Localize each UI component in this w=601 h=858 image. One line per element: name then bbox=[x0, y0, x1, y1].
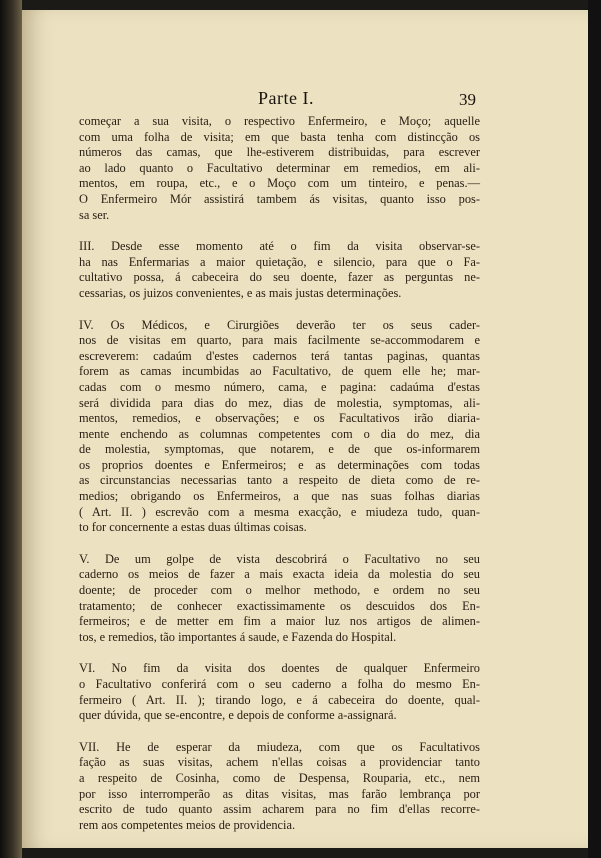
text-line: IV. Os Médicos, e Cirurgiões deverão ter os seus cader- bbox=[79, 317, 480, 332]
text-line: as circunstancias necessarias tanto a respeito de dieta como de re- bbox=[79, 473, 480, 488]
scan-border bbox=[588, 0, 601, 858]
page-number: 39 bbox=[459, 90, 476, 109]
paragraph bbox=[79, 318, 480, 536]
text-line: começar a sua visita, o respectivo Enfermeiro, e Moço; aquelle bbox=[79, 114, 480, 128]
book-spine-shadow bbox=[0, 0, 22, 858]
text-line: escrito de tudo quanto assim acharem para no fim d'ellas recorre- bbox=[79, 802, 480, 817]
text-line: O Enfermeiro Mór assistirá tambem ás visitas, quanto isso pos- bbox=[79, 191, 480, 206]
text-line: ao lado quanto o Facultativo determinar em remedios, em ali- bbox=[79, 160, 480, 175]
text-line: mente enchendo as columnas competentes com o dia do mez, dia bbox=[79, 426, 480, 441]
paragraph bbox=[79, 114, 480, 223]
paragraph bbox=[79, 661, 480, 723]
text-line: VII. He de esperar da miudeza, com que os Facultativos bbox=[79, 739, 480, 754]
text-line: V. De um golpe de vista descobrirá o Facultativo no seu bbox=[79, 551, 480, 566]
text-line: a respeito de Cosinha, como de Despensa, Rouparia, etc., nem bbox=[79, 770, 480, 785]
text-line: VI. No fim da visita dos doentes de qualquer Enfermeiro bbox=[79, 661, 480, 676]
book-page bbox=[22, 10, 588, 848]
text-line: ha nas Enfermarias a maior quietação, e silencio, para que o Fa- bbox=[79, 254, 480, 269]
page-header bbox=[82, 88, 482, 112]
text-line: mentos, em roupa, etc., e o Moço com um tinteiro, e penas.— bbox=[79, 176, 480, 191]
text-line: caderno os meios de fazer a mais exacta ideia da molestia do seu bbox=[79, 567, 480, 582]
text-line: mentos, remedios, e observações; e os Facultativos irão diaria- bbox=[79, 411, 480, 426]
text-line: tos, e remedios, tão importantes á saude, e Fazenda do Hospital. bbox=[79, 629, 397, 644]
paragraph bbox=[79, 740, 480, 834]
text-line: escreverem: cadaúm d'estes cadernos terá tantas paginas, quantas bbox=[79, 348, 480, 363]
text-line: o Facultativo conferirá com o seu caderno a folha do mesmo En- bbox=[79, 677, 480, 691]
text-line: forem as camas incumbidas ao Facultativo, de quem elle he; mar- bbox=[79, 364, 480, 379]
text-line: cultativo possa, á cabeceira do seu doente, fazer as perguntas ne- bbox=[79, 270, 480, 285]
paragraph bbox=[79, 552, 480, 646]
text-line: nos de visitas em quarto, para mais facilmente se-accommodarem e bbox=[79, 333, 480, 348]
text-line: com uma folha de visita; em que basta tenha com distincção os bbox=[79, 129, 480, 144]
text-line: será dividida para dias do mez, dias de molestia, symptomas, ali- bbox=[79, 395, 480, 410]
text-line: ( Art. II. ) escrevão com a mesma exacção, e miudeza tudo, quan- bbox=[79, 504, 480, 519]
paragraph bbox=[79, 239, 480, 301]
text-line: por isso interromperão as ditas visitas, mas farão lembrança por bbox=[79, 786, 480, 801]
text-line: rem aos competentes meios de providencia. bbox=[79, 817, 296, 832]
text-line: de molestia, symptomas, que notarem, e de que os-informarem bbox=[79, 442, 480, 457]
text-line: cadas com o mesmo número, cama, e pagina: cadaúma d'estas bbox=[79, 379, 480, 394]
text-line: doente; de proceder com o melhor methodo, e ordem no seu bbox=[79, 583, 480, 598]
running-title: Parte I. bbox=[258, 88, 314, 108]
text-line: fermeiro ( Art. II. ); tirando logo, e á cabeceira do doente, qual- bbox=[79, 692, 480, 707]
text-line: quer dúvida, que se-encontre, e depois de conforme a-assignará. bbox=[79, 708, 397, 723]
text-line: números das camas, que lhe-estiverem distribuidas, para escrever bbox=[79, 145, 480, 160]
text-line: cessarias, os juizos convenientes, e as mais justas determinações. bbox=[79, 285, 402, 300]
text-line: medios; obrigando os Enfermeiros, a que nas suas folhas diarias bbox=[79, 489, 480, 504]
text-line: to for concernente a estas duas últimas coisas. bbox=[79, 520, 307, 535]
text-line: tratamento; de conhecer exactissimamente os descuidos dos En- bbox=[79, 598, 480, 613]
text-line: os proprios doentes e Enfermeiros; e as determinações com todas bbox=[79, 457, 480, 472]
text-line: sa ser. bbox=[79, 207, 110, 222]
body-text bbox=[79, 114, 480, 849]
text-line: III. Desde esse momento até o fim da visita observar-se- bbox=[79, 239, 480, 254]
text-line: fação as suas visitas, achem n'ellas coisas a providenciar tanto bbox=[79, 755, 480, 770]
text-line: fermeiros; e de metter em fim a maior luz nos artigos de alimen- bbox=[79, 614, 480, 629]
